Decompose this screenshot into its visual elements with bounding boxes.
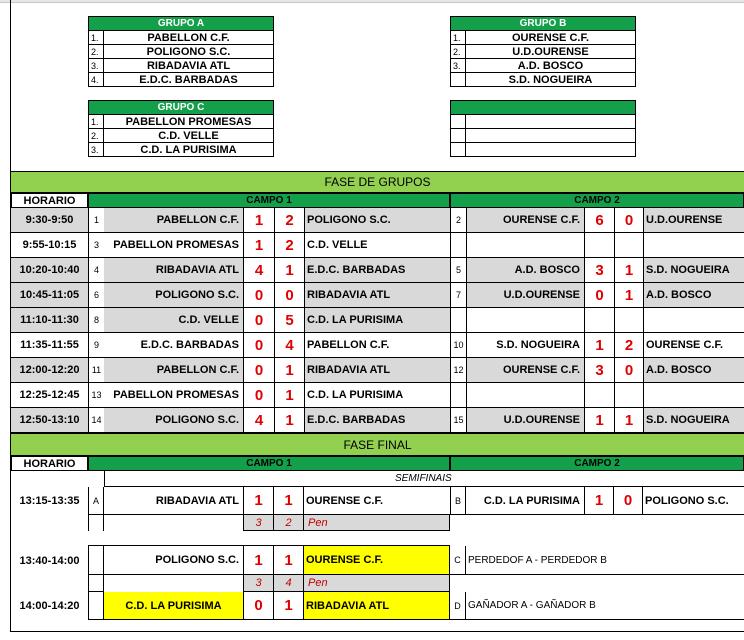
final-campo1-header: CAMPO 1	[88, 456, 450, 471]
match-c1-home: POLIGONO S.C.	[104, 283, 243, 308]
team-name	[466, 129, 636, 143]
group-b-row	[451, 73, 636, 87]
team-name: RIBADAVIA ATL	[104, 59, 274, 73]
m3-pen-home: 3	[243, 575, 274, 592]
sf2-away-score: 0	[614, 487, 643, 515]
m3-pen-spacer	[88, 575, 104, 592]
match-c1-n: 13	[88, 383, 104, 408]
match-c1-home: PABELLON C.F.	[104, 208, 243, 233]
sf2-home: C.D. LA PURISIMA	[466, 487, 584, 515]
team-number: 3.	[451, 59, 466, 73]
match-c1-away: POLIGONO S.C.	[304, 208, 450, 233]
match-c2-home	[466, 308, 584, 333]
group-a-row	[89, 45, 274, 59]
match-c2-home	[466, 233, 584, 258]
team-name: PABELLON PROMESAS	[104, 115, 274, 129]
match-time: 12:25-12:45	[11, 383, 88, 408]
group-c-row	[89, 143, 274, 157]
match-time: 10:20-10:40	[11, 258, 88, 283]
match-c1-hs: 4	[243, 258, 274, 283]
match-c1-as: 1	[274, 383, 304, 408]
match-c2-n	[450, 233, 466, 258]
team-name: C.D. LA PURISIMA	[104, 143, 274, 157]
sf1-pen-away: 2	[274, 515, 304, 531]
team-name	[466, 115, 636, 129]
match-c2-n: 5	[450, 258, 466, 283]
semifinals-label: SEMIFINAIS	[395, 473, 452, 484]
match-c2-hs: 1	[584, 408, 614, 433]
match-c1-away: C.D. VELLE	[304, 233, 450, 258]
m3-time: 13:40-14:00	[19, 555, 80, 567]
group-c-row	[89, 115, 274, 129]
sf1-pen-home: 3	[243, 515, 274, 531]
team-name: U.D.OURENSE	[466, 45, 636, 59]
match-c2-hs: 0	[584, 283, 614, 308]
m3-home-score: 1	[243, 546, 274, 575]
match-c2-n: 15	[450, 408, 466, 433]
final-away: RIBADAVIA ATL	[304, 592, 450, 620]
group-d-row	[451, 129, 636, 143]
team-name: A.D. BOSCO	[466, 59, 636, 73]
match-c2-as: 2	[614, 333, 643, 358]
match-c2-as: 1	[614, 408, 643, 433]
group-d-table	[450, 100, 636, 157]
team-number	[451, 115, 466, 129]
match-c2-away: U.D.OURENSE	[643, 208, 744, 233]
sf1-time: 13:15-13:35	[19, 495, 80, 507]
match-c1-away: C.D. LA PURISIMA	[304, 308, 450, 333]
sf1-pen-label: Pen	[304, 515, 450, 531]
match-c1-away: PABELLON C.F.	[304, 333, 450, 358]
finalc2-letter: D	[450, 592, 466, 620]
sheet-top-edge	[0, 0, 744, 3]
match-c2-n	[450, 308, 466, 333]
group-b-row	[451, 45, 636, 59]
match-c1-away: E.D.C. BARBADAS	[304, 408, 450, 433]
sf1-pen-spacer	[88, 515, 104, 531]
team-number: 1.	[89, 31, 104, 45]
m3-away-score: 1	[274, 546, 304, 575]
match-c2-n: 12	[450, 358, 466, 383]
match-c2-hs: 3	[584, 358, 614, 383]
match-c2-away	[643, 383, 744, 408]
final-home: C.D. LA PURISIMA	[104, 592, 243, 620]
match-c2-as	[614, 233, 643, 258]
match-c2-n: 10	[450, 333, 466, 358]
match-c1-hs: 1	[243, 208, 274, 233]
match-c2-away: S.D. NOGUEIRA	[643, 408, 744, 433]
horario-header: HORARIO	[11, 193, 88, 208]
match-c1-home: E.D.C. BARBADAS	[104, 333, 243, 358]
match-c1-home: PABELLON PROMESAS	[104, 233, 243, 258]
match-c2-hs: 1	[584, 333, 614, 358]
team-number: 2.	[89, 129, 104, 143]
match-c1-as: 2	[274, 208, 304, 233]
sf2-away: POLIGONO S.C.	[643, 487, 744, 515]
sf1-home-score: 1	[243, 487, 274, 515]
match-c2-hs	[584, 308, 614, 333]
match-c2-n: 7	[450, 283, 466, 308]
m3c2-label: PERDEDOF A - PERDEDOR B	[466, 546, 744, 575]
group-d-row	[451, 143, 636, 157]
match-c2-as: 0	[614, 208, 643, 233]
team-name	[466, 143, 636, 157]
match-c1-n: 3	[88, 233, 104, 258]
match-c1-home: PABELLON PROMESAS	[104, 383, 243, 408]
match-c1-n: 9	[88, 333, 104, 358]
team-number: 1.	[89, 115, 104, 129]
team-name: PABELLON C.F.	[104, 31, 274, 45]
match-c1-hs: 0	[243, 383, 274, 408]
team-name: S.D. NOGUEIRA	[466, 73, 636, 87]
match-c1-away: RIBADAVIA ATL	[304, 358, 450, 383]
group-a-row	[89, 31, 274, 45]
group-a-row	[89, 73, 274, 87]
group-a-table	[88, 16, 274, 87]
match-c2-hs	[584, 383, 614, 408]
team-number: 2.	[89, 45, 104, 59]
match-c1-hs: 0	[243, 333, 274, 358]
match-c2-home	[466, 383, 584, 408]
match-c1-hs: 0	[243, 283, 274, 308]
sf2-letter: B	[450, 487, 466, 515]
match-c1-away: RIBADAVIA ATL	[304, 283, 450, 308]
match-c2-home: OURENSE C.F.	[466, 358, 584, 383]
match-c2-home: OURENSE C.F.	[466, 208, 584, 233]
group-d-title	[451, 101, 636, 115]
campo2-header: CAMPO 2	[450, 193, 744, 208]
team-number: 3.	[89, 59, 104, 73]
team-number	[451, 73, 466, 87]
team-number: 2.	[451, 45, 466, 59]
sf1-away-score: 1	[274, 487, 304, 515]
match-c1-as: 4	[274, 333, 304, 358]
match-c1-as: 1	[274, 408, 304, 433]
match-c1-n: 4	[88, 258, 104, 283]
group-b-row	[451, 31, 636, 45]
group-b-title: GRUPO B	[451, 17, 636, 31]
match-c1-n: 11	[88, 358, 104, 383]
match-c1-as: 1	[274, 258, 304, 283]
group-c-title: GRUPO C	[89, 101, 274, 115]
team-number: 1.	[451, 31, 466, 45]
match-time: 12:00-12:20	[11, 358, 88, 383]
final-index	[88, 592, 104, 620]
team-number	[451, 129, 466, 143]
match-c1-as: 5	[274, 308, 304, 333]
match-c1-as: 1	[274, 358, 304, 383]
final-horario-header: HORARIO	[11, 456, 88, 471]
match-c1-n: 1	[88, 208, 104, 233]
match-c1-hs: 1	[243, 233, 274, 258]
match-c1-hs: 4	[243, 408, 274, 433]
match-c1-hs: 0	[243, 358, 274, 383]
match-time: 9:55-10:15	[11, 233, 88, 258]
match-c2-home: S.D. NOGUEIRA	[466, 333, 584, 358]
team-number	[451, 143, 466, 157]
group-phase-banner: FASE DE GRUPOS	[11, 171, 744, 193]
match-c1-as: 0	[274, 283, 304, 308]
match-c2-away: A.D. BOSCO	[643, 358, 744, 383]
m3c2-letter: C	[450, 546, 466, 575]
match-c1-hs: 0	[243, 308, 274, 333]
team-name: E.D.C. BARBADAS	[104, 73, 274, 87]
finalc2-label: GAÑADOR A - GAÑADOR B	[466, 592, 744, 620]
match-c2-away: OURENSE C.F.	[643, 333, 744, 358]
sf1-away: OURENSE C.F.	[304, 487, 450, 515]
group-c-table	[88, 100, 274, 157]
match-c2-n: 2	[450, 208, 466, 233]
match-c1-n: 6	[88, 283, 104, 308]
team-name: OURENSE C.F.	[466, 31, 636, 45]
match-c2-n	[450, 383, 466, 408]
m3-home: POLIGONO S.C.	[104, 546, 243, 575]
match-c2-as: 0	[614, 358, 643, 383]
final-campo2-header: CAMPO 2	[450, 456, 744, 471]
match-c1-home: PABELLON C.F.	[104, 358, 243, 383]
final-away-score: 1	[274, 592, 304, 620]
group-a-title: GRUPO A	[89, 17, 274, 31]
match-time: 9:30-9:50	[11, 208, 88, 233]
match-time: 12:50-13:10	[11, 408, 88, 433]
m3-pen-label: Pen	[304, 575, 450, 592]
campo1-header: CAMPO 1	[88, 193, 450, 208]
sf2-home-score: 1	[584, 487, 614, 515]
match-c1-n: 14	[88, 408, 104, 433]
sf1-home: RIBADAVIA ATL	[104, 487, 243, 515]
team-number: 4.	[89, 73, 104, 87]
group-b-row	[451, 59, 636, 73]
match-c1-n: 8	[88, 308, 104, 333]
match-c2-hs: 3	[584, 258, 614, 283]
match-c2-home: A.D. BOSCO	[466, 258, 584, 283]
match-c2-home: U.D.OURENSE	[466, 408, 584, 433]
final-time: 14:00-14:20	[19, 600, 80, 612]
m3-away: OURENSE C.F.	[304, 546, 450, 575]
match-c2-home: U.D.OURENSE	[466, 283, 584, 308]
match-c2-away: S.D. NOGUEIRA	[643, 258, 744, 283]
match-c1-as: 2	[274, 233, 304, 258]
final-home-score: 0	[243, 592, 274, 620]
m3-index	[88, 546, 104, 575]
sf1-letter: A	[88, 487, 104, 515]
match-c1-away: E.D.C. BARBADAS	[304, 258, 450, 283]
m3-pen-away: 4	[274, 575, 304, 592]
match-c2-as: 1	[614, 283, 643, 308]
match-c2-away: A.D. BOSCO	[643, 283, 744, 308]
match-c2-as	[614, 308, 643, 333]
team-number: 3.	[89, 143, 104, 157]
semifinals-row	[104, 471, 744, 487]
group-d-row	[451, 115, 636, 129]
frame-bottom-border	[10, 631, 744, 632]
match-time: 10:45-11:05	[11, 283, 88, 308]
match-c1-home: POLIGONO S.C.	[104, 408, 243, 433]
match-c2-away	[643, 233, 744, 258]
match-c1-away: C.D. LA PURISIMA	[304, 383, 450, 408]
match-c1-home: C.D. VELLE	[104, 308, 243, 333]
team-name: C.D. VELLE	[104, 129, 274, 143]
group-b-table	[450, 16, 636, 87]
match-time: 11:10-11:30	[11, 308, 88, 333]
group-c-row	[89, 129, 274, 143]
match-c2-hs: 6	[584, 208, 614, 233]
match-c2-hs	[584, 233, 614, 258]
match-c2-as: 1	[614, 258, 643, 283]
group-a-row	[89, 59, 274, 73]
match-time: 11:35-11:55	[11, 333, 88, 358]
team-name: POLIGONO S.C.	[104, 45, 274, 59]
match-c2-as	[614, 383, 643, 408]
match-c2-away	[643, 308, 744, 333]
final-phase-banner: FASE FINAL	[11, 433, 744, 456]
match-c1-home: RIBADAVIA ATL	[104, 258, 243, 283]
